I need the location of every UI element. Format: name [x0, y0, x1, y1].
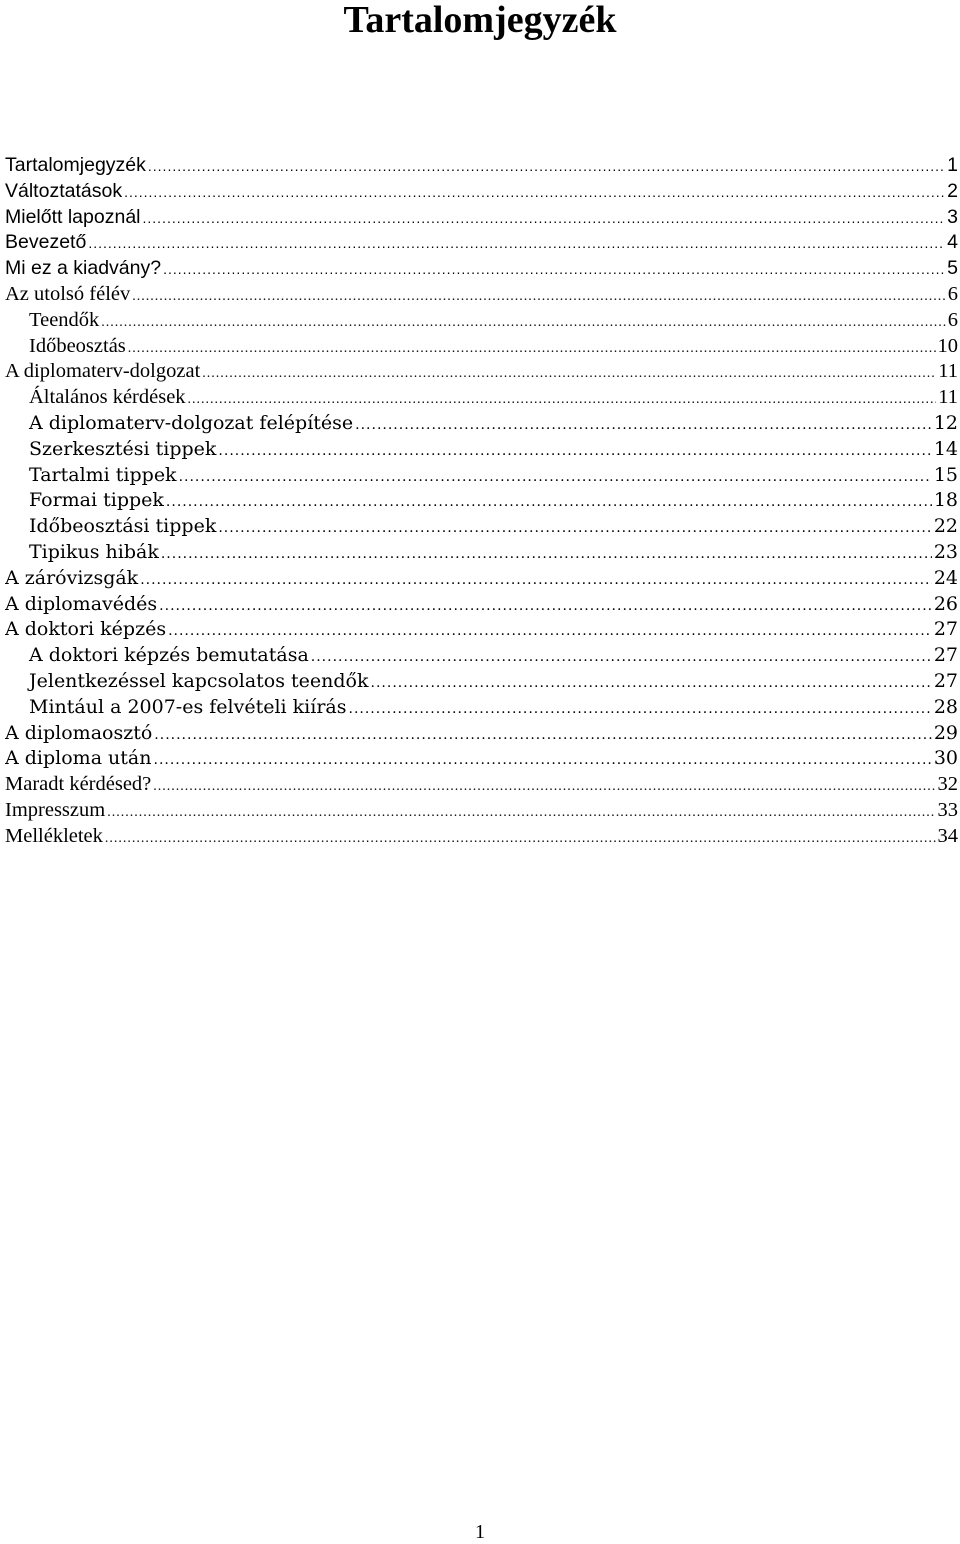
- toc-entry[interactable]: [5, 643, 960, 669]
- toc-entry-page: 27: [934, 643, 960, 669]
- toc-dot-leader: [311, 645, 932, 669]
- toc-dot-leader: [218, 516, 931, 540]
- toc-entry-label: Mellékletek: [5, 824, 103, 850]
- toc-dot-leader: [166, 490, 932, 514]
- toc-entry-label: A záróvizsgák: [5, 566, 138, 592]
- page-number: 1: [0, 1520, 960, 1544]
- toc-dot-leader: [143, 206, 946, 231]
- toc-entry-label: Maradt kérdésed?: [5, 772, 151, 798]
- toc-entry-label: Változtatások: [5, 179, 122, 205]
- toc-entry[interactable]: [5, 385, 960, 411]
- toc-dot-leader: [188, 387, 937, 411]
- toc-dot-leader: [88, 231, 945, 256]
- toc-dot-leader: [148, 154, 945, 179]
- toc-entry-label: A doktori képzés bemutatása: [29, 643, 309, 669]
- toc-entry-page: 15: [934, 463, 960, 489]
- toc-entry-label: A diplomaterv-dolgozat: [5, 359, 200, 385]
- toc-entry-page: 10: [938, 334, 960, 360]
- toc-entry-page: 22: [934, 514, 960, 540]
- toc-entry-label: Tipikus hibák: [29, 540, 159, 566]
- toc-entry[interactable]: [5, 359, 960, 385]
- toc-dot-leader: [153, 774, 935, 798]
- toc-entry-page: 30: [934, 746, 960, 772]
- toc-dot-leader: [132, 284, 946, 308]
- toc-entry[interactable]: [5, 695, 960, 721]
- toc-entry-label: Időbeosztás: [29, 334, 126, 360]
- toc-entry[interactable]: [5, 411, 960, 437]
- toc-entry-label: Általános kérdések: [29, 385, 186, 411]
- toc-entry[interactable]: [5, 721, 960, 747]
- toc-dot-leader: [355, 413, 932, 437]
- toc-entry[interactable]: [5, 463, 960, 489]
- toc-dot-leader: [163, 257, 945, 282]
- toc-entry-label: A diplomaosztó: [5, 721, 152, 747]
- toc-entry-page: 34: [938, 824, 960, 850]
- toc-dot-leader: [101, 310, 945, 334]
- toc-dot-leader: [140, 568, 932, 592]
- toc-entry-page: 27: [934, 617, 960, 643]
- toc-entry[interactable]: [5, 772, 960, 798]
- toc-entry-label: Tartalmi tippek: [29, 463, 177, 489]
- toc-entry[interactable]: [5, 566, 960, 592]
- toc-entry-label: Tartalomjegyzék: [5, 153, 146, 179]
- toc-entry-page: 28: [934, 695, 960, 721]
- toc-entry-label: A diplomavédés: [5, 592, 157, 618]
- toc-entry[interactable]: [5, 256, 960, 282]
- toc-entry[interactable]: [5, 514, 960, 540]
- toc-entry-page: 2: [947, 179, 960, 205]
- toc-dot-leader: [105, 826, 936, 850]
- toc-entry-label: A doktori képzés: [5, 617, 166, 643]
- toc-entry-label: Mintául a 2007-es felvételi kiírás: [29, 695, 347, 721]
- toc-entry-page: 23: [934, 540, 960, 566]
- toc-dot-leader: [349, 697, 932, 721]
- toc-entry-page: 4: [947, 230, 960, 256]
- toc-entry[interactable]: [5, 282, 960, 308]
- toc-entry-label: Bevezető: [5, 230, 86, 256]
- toc-entry[interactable]: [5, 488, 960, 514]
- toc-entry-label: Szerkesztési tippek: [29, 437, 216, 463]
- toc-entry-page: 11: [938, 359, 960, 385]
- toc-dot-leader: [161, 542, 932, 566]
- toc-entry-label: Impresszum: [5, 798, 105, 824]
- toc-entry-label: Időbeosztási tippek: [29, 514, 216, 540]
- toc-entry[interactable]: [5, 437, 960, 463]
- toc-dot-leader: [218, 439, 931, 463]
- toc-entry[interactable]: [5, 746, 960, 772]
- toc-entry-label: Mielőtt lapoznál: [5, 205, 141, 231]
- toc-entry-page: 5: [947, 256, 960, 282]
- toc-entry-page: 29: [934, 721, 960, 747]
- toc-dot-leader: [154, 748, 932, 772]
- toc-dot-leader: [202, 361, 936, 385]
- toc-entry-label: Teendők: [29, 308, 99, 334]
- toc-entry[interactable]: [5, 798, 960, 824]
- toc-entry[interactable]: [5, 205, 960, 231]
- toc-entry-page: 26: [934, 592, 960, 618]
- toc-entry-label: A diplomaterv-dolgozat felépítése: [29, 411, 353, 437]
- toc-dot-leader: [159, 594, 932, 618]
- toc-entry[interactable]: [5, 592, 960, 618]
- page-title: Tartalomjegyzék: [0, 0, 960, 40]
- toc-dot-leader: [168, 619, 932, 643]
- toc-entry-page: 11: [938, 385, 960, 411]
- toc-dot-leader: [107, 800, 935, 824]
- table-of-contents: [5, 153, 960, 850]
- toc-entry[interactable]: [5, 179, 960, 205]
- toc-entry-page: 32: [938, 772, 960, 798]
- toc-dot-leader: [128, 336, 936, 360]
- toc-dot-leader: [179, 465, 932, 489]
- toc-entry[interactable]: [5, 540, 960, 566]
- toc-dot-leader: [124, 180, 945, 205]
- toc-entry[interactable]: [5, 617, 960, 643]
- toc-entry-page: 14: [934, 437, 960, 463]
- toc-entry-page: 27: [934, 669, 960, 695]
- toc-entry-label: Az utolsó félév: [5, 282, 130, 308]
- toc-entry[interactable]: [5, 669, 960, 695]
- toc-entry[interactable]: [5, 230, 960, 256]
- toc-entry-page: 24: [934, 566, 960, 592]
- toc-entry-page: 6: [948, 308, 960, 334]
- toc-dot-leader: [371, 671, 932, 695]
- toc-entry-label: A diploma után: [5, 746, 152, 772]
- toc-entry-page: 1: [947, 153, 960, 179]
- toc-entry-page: 18: [934, 488, 960, 514]
- toc-entry[interactable]: [5, 334, 960, 360]
- toc-entry-label: Formai tippek: [29, 488, 164, 514]
- toc-entry-label: Jelentkezéssel kapcsolatos teendők: [29, 669, 369, 695]
- toc-entry-page: 12: [934, 411, 960, 437]
- toc-entry-page: 33: [938, 798, 960, 824]
- toc-entry[interactable]: [5, 824, 960, 850]
- toc-entry-page: 6: [948, 282, 960, 308]
- toc-entry-label: Mi ez a kiadvány?: [5, 256, 161, 282]
- toc-entry[interactable]: [5, 308, 960, 334]
- toc-entry[interactable]: [5, 153, 960, 179]
- toc-entry-page: 3: [947, 205, 960, 231]
- toc-dot-leader: [154, 723, 932, 747]
